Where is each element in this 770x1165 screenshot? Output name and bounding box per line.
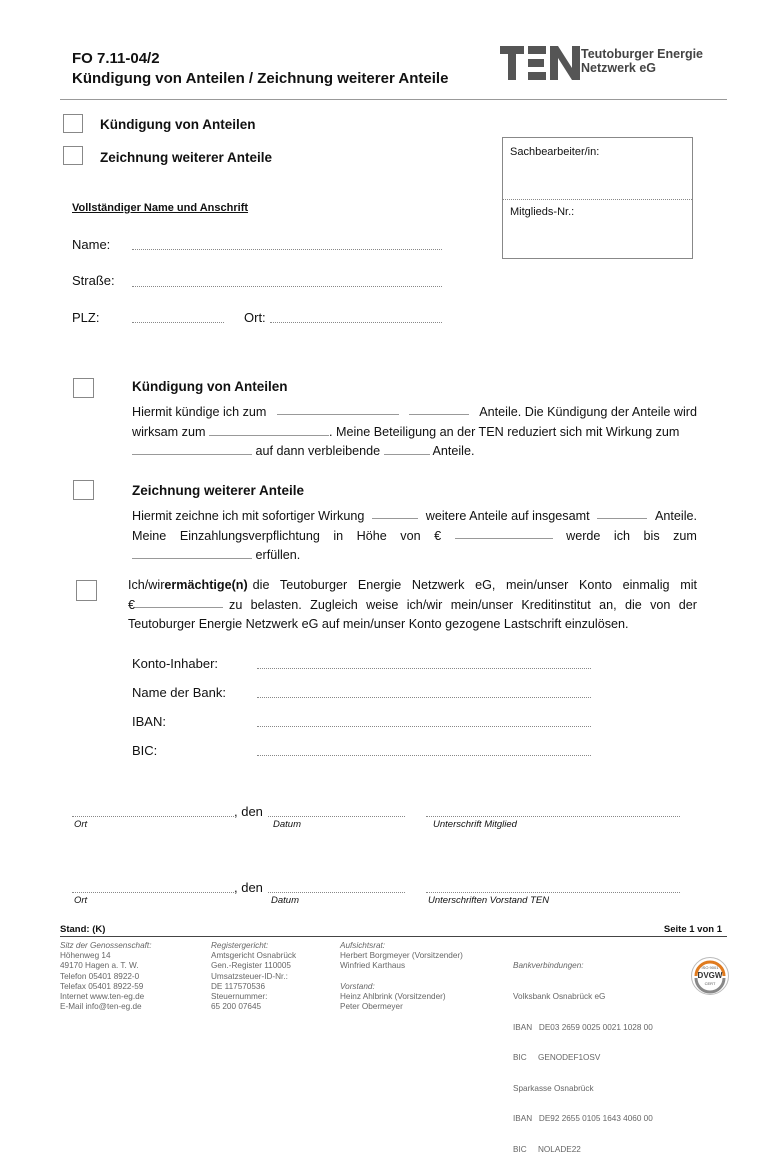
subscribe-paragraph: [132, 507, 697, 566]
subscribe-word-1: Meine: [132, 528, 167, 543]
subscribe-count-field[interactable]: [372, 507, 418, 519]
zip-field[interactable]: [132, 322, 224, 323]
stand-label: Stand: (K): [60, 924, 106, 935]
mandate-word-authorize: ermächtige(n): [164, 578, 248, 592]
subscribe-text-2: weitere Anteile auf insgesamt: [425, 509, 590, 523]
board-place-caption: Ort: [74, 895, 88, 906]
footer-col-register: [211, 941, 296, 1012]
cancel-shares-checkbox[interactable]: [63, 114, 83, 133]
seal-sub-text: CERT: [704, 981, 716, 986]
bic-label: BIC:: [132, 743, 158, 758]
member-place-caption: Ort: [74, 819, 88, 830]
mandate-text-2: zu belasten. Zugleich weise ich/wir mein/unser Kreditinstitut an, die von der: [229, 597, 697, 612]
subscribe-word-7: werde: [566, 528, 601, 543]
iban-field[interactable]: [257, 726, 591, 727]
footer-rule: [60, 936, 727, 937]
zip-label: PLZ:: [72, 310, 100, 325]
cancel-text-6: Anteile.: [432, 444, 475, 458]
footer-spacer: [340, 972, 463, 982]
subscribe-text-5: erfüllen.: [255, 548, 301, 562]
seal-top-text: ISO 9001: [701, 965, 719, 970]
seal-main-text: DVGW: [697, 971, 723, 980]
member-date-field[interactable]: [268, 816, 405, 817]
city-field[interactable]: [270, 322, 442, 323]
cancel-text-3: wirksam zum: [132, 424, 206, 439]
cancel-paragraph: [132, 403, 697, 462]
mandate-paragraph: [128, 576, 697, 635]
street-label: Straße:: [72, 273, 115, 288]
board-signature-field[interactable]: [426, 892, 680, 893]
footer-line: DE 117570536: [211, 981, 266, 991]
header-rule: [60, 99, 727, 100]
subscribe-word-5: von: [400, 528, 421, 543]
footer-line: Winfried Karthaus: [340, 961, 406, 971]
mandate-amount-field[interactable]: [135, 596, 223, 608]
footer-line: Heinz Ahlbrink (Vorsitzender): [340, 992, 446, 1001]
footer-line: 49170 Hagen a. T. W.: [60, 961, 139, 971]
footer-supervisory-title: Aufsichtsrat:: [340, 941, 386, 950]
member-number-label: Mitglieds-Nr.:: [510, 206, 575, 218]
footer-line: Umsatzsteuer-ID-Nr.:: [211, 971, 288, 981]
footer-line: BIC GENODEF1OSV: [513, 1053, 601, 1063]
cancel-text-4: . Meine Beteiligung an der TEN reduziert sich mit Wirkung zum: [328, 424, 680, 439]
mandate-text-3: Teutoburger Energie Netzwerk eG auf mein/unser Konto gezogene Lastschrift einzulösen.: [128, 617, 629, 631]
subscribe-shares-checkbox[interactable]: [63, 146, 83, 165]
mandate-word-1: Ich/wir: [128, 578, 165, 592]
member-signature-caption: Unterschrift Mitglied: [433, 819, 517, 830]
cancel-text-5: auf dann verbleibende: [255, 444, 381, 458]
iban-label: IBAN:: [132, 714, 166, 729]
cancel-remaining-date-field[interactable]: [132, 443, 252, 455]
subscribe-amount-field[interactable]: [455, 527, 553, 539]
footer-board-title: Vorstand:: [340, 981, 375, 991]
cancel-remaining-count-field[interactable]: [384, 443, 430, 455]
page-number: Seite 1 von 1: [663, 924, 722, 935]
footer-col-company: [60, 941, 151, 1012]
cancel-effective-field[interactable]: [209, 424, 329, 436]
subscribe-text-1: Hiermit zeichne ich mit sofortiger Wirkung: [132, 509, 365, 523]
cancel-shares-option-label: Kündigung von Anteilen: [100, 117, 256, 132]
cancel-date-field[interactable]: [277, 403, 399, 415]
street-field[interactable]: [132, 286, 442, 287]
footer-line: 65 200 07645: [211, 1002, 262, 1012]
footer-line: E-Mail info@ten-eg.de: [60, 1002, 142, 1012]
name-field[interactable]: [132, 249, 442, 250]
board-date-field[interactable]: [268, 892, 405, 893]
footer-bank-title: Bankverbindungen:: [513, 961, 584, 971]
footer-line: BIC NOLADE22: [513, 1145, 581, 1155]
member-signature-field[interactable]: [426, 816, 680, 817]
subscribe-word-4: Höhe: [356, 528, 387, 543]
footer-line: Gen.-Register 110005: [211, 961, 291, 971]
company-logo: [500, 46, 704, 86]
footer-line: Volksbank Osnabrück eG: [513, 992, 606, 1002]
subscribe-shares-option-label: Zeichnung weiterer Anteile: [100, 150, 273, 165]
dvgw-cert-seal: [690, 956, 730, 996]
footer-line: IBAN DE03 2659 0025 0021 1028 00: [513, 1022, 653, 1032]
cancel-text-2: Anteile. Die Kündigung der Anteile wird: [479, 405, 697, 419]
board-den-label: , den: [234, 880, 263, 895]
subscribe-word-3: in: [333, 528, 344, 543]
box-divider: [503, 199, 692, 200]
sepa-mandate-checkbox[interactable]: [76, 580, 97, 601]
logo-line-2: Netzwerk eG: [581, 61, 657, 75]
subscribe-word-9: bis: [643, 528, 660, 543]
subscribe-due-date-field[interactable]: [132, 547, 252, 559]
subscribe-word-10: zum: [673, 528, 697, 543]
address-heading: Vollständiger Name und Anschrift: [72, 202, 249, 214]
footer-line: Sparkasse Osnabrück: [513, 1083, 594, 1093]
subscribe-total-field[interactable]: [597, 507, 647, 519]
clerk-label: Sachbearbeiter/in:: [510, 146, 600, 158]
account-holder-field[interactable]: [257, 668, 591, 669]
bic-field[interactable]: [257, 755, 591, 756]
footer-line: Internet www.ten-eg.de: [60, 992, 145, 1002]
board-signature-caption: Unterschriften Vorstand TEN: [428, 895, 550, 906]
cancel-text-1: Hiermit kündige ich zum: [132, 405, 267, 419]
mandate-euro-sign: €: [128, 597, 136, 612]
footer-company-title: Sitz der Genossenschaft:: [60, 941, 152, 950]
cancel-count-field[interactable]: [409, 403, 469, 415]
logo-line-1: Teutoburger Energie: [581, 47, 704, 61]
footer-register-title: Registergericht:: [211, 941, 269, 950]
subscribe-text-3: Anteile.: [654, 509, 697, 523]
footer-col-bank: [513, 941, 653, 1165]
member-date-caption: Datum: [273, 819, 301, 830]
subscribe-word-6: €: [434, 528, 442, 543]
page-title: Kündigung von Anteilen / Zeichnung weiterer Anteile: [72, 70, 449, 87]
office-use-box: [502, 137, 693, 259]
name-label: Name:: [72, 237, 111, 252]
subscribe-word-2: Einzahlungsverpflichtung: [179, 528, 320, 543]
footer-line: IBAN DE92 2655 0105 1643 4060 00: [513, 1114, 653, 1124]
member-place-field[interactable]: [72, 816, 234, 817]
footer-line: Höhenweg 14: [60, 951, 111, 961]
ten-logo-icon: [500, 46, 580, 82]
footer-line: Steuernummer:: [211, 992, 268, 1002]
footer-line: Peter Obermeyer: [340, 1002, 403, 1012]
board-date-caption: Datum: [271, 895, 299, 906]
subscribe-section-heading: Zeichnung weiterer Anteile: [132, 483, 305, 498]
footer-line: Telefax 05401 8922-59: [60, 981, 144, 991]
board-place-field[interactable]: [72, 892, 234, 893]
bank-name-field[interactable]: [257, 697, 591, 698]
bank-name-label: Name der Bank:: [132, 685, 226, 700]
footer-col-board: [340, 941, 463, 1012]
city-label: Ort:: [244, 310, 266, 325]
cancel-section-checkbox[interactable]: [73, 378, 94, 398]
footer-line: Herbert Borgmeyer (Vorsitzender): [340, 951, 463, 961]
cancel-section-heading: Kündigung von Anteilen: [132, 379, 288, 394]
subscribe-section-checkbox[interactable]: [73, 480, 94, 500]
mandate-text-1: die Teutoburger Energie Netzwerk eG, mein/unser Konto einmalig mit: [252, 578, 697, 592]
footer-line: Amtsgericht Osnabrück: [211, 951, 297, 961]
form-number: FO 7.11-04/2: [72, 50, 160, 67]
account-holder-label: Konto-Inhaber:: [132, 656, 219, 671]
footer-line: Telefon 05401 8922-0: [60, 971, 140, 981]
member-den-label: , den: [234, 804, 263, 819]
subscribe-word-8: ich: [613, 528, 631, 543]
